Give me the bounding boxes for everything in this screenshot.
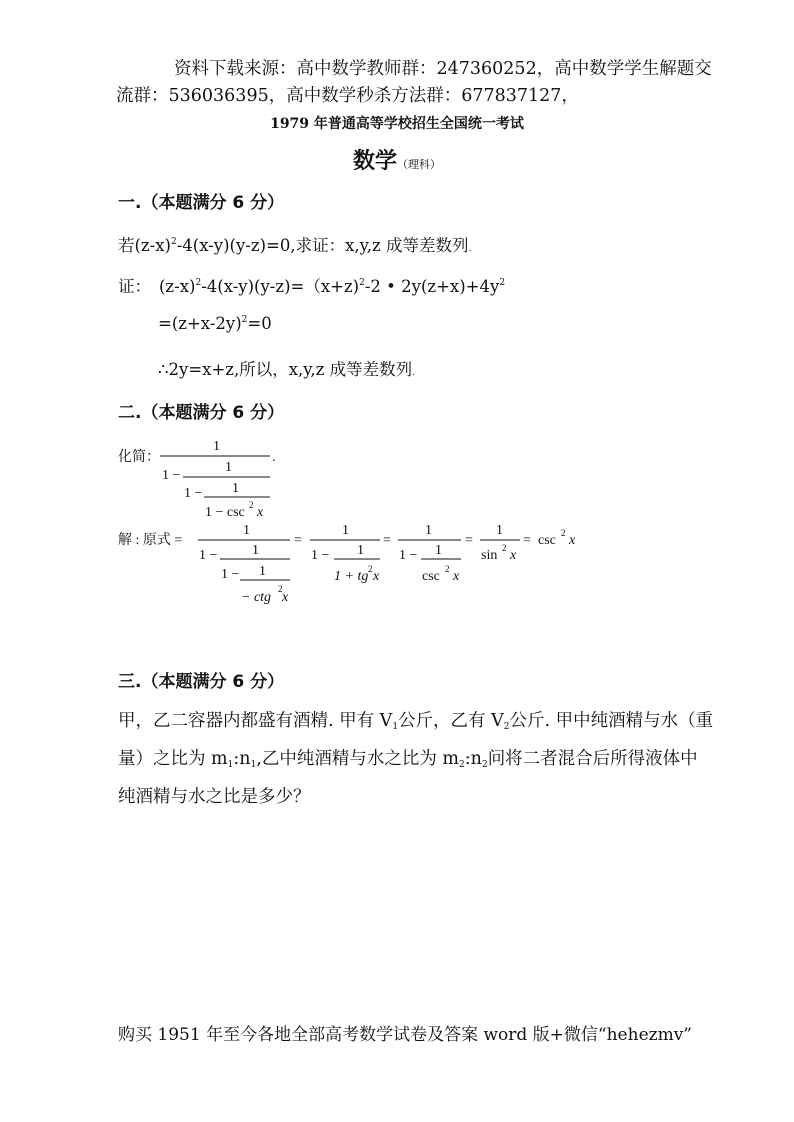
header-line-1: 资料下载来源：高中数学教师群：247360252，高中数学学生解题交 (174, 59, 712, 79)
svg-text:1 −: 1 − (399, 548, 418, 563)
svg-text:1 −: 1 − (199, 548, 218, 563)
svg-text:1: 1 (496, 523, 503, 538)
q1-proof-line-3: ∴2y=x+z,所以，x,y,z 成等差数列. (158, 360, 415, 379)
svg-text:1: 1 (342, 523, 349, 538)
svg-text:.: . (272, 450, 276, 465)
q2-formulas (112, 430, 612, 615)
q3-heading: 三.（本题满分 6 分） (118, 672, 285, 692)
svg-text:1: 1 (243, 523, 250, 538)
header-line-2: 流群：536036395，高中数学秒杀方法群：677837127， (116, 86, 579, 106)
svg-text:x: x (373, 569, 380, 584)
svg-text:2: 2 (368, 564, 373, 574)
svg-text:2: 2 (249, 500, 254, 510)
source-header (116, 56, 726, 110)
svg-text:1 − csc: 1 − csc (205, 505, 245, 520)
q3-question (118, 702, 728, 816)
q2-solution-expression (118, 523, 576, 605)
svg-text:2: 2 (445, 564, 450, 574)
q1-proof-line-2: $=(z+x-2y)^2=0$ (158, 314, 272, 333)
q3-line-1: 甲，乙二容器内都盛有酒精. 甲有 $V_1$公斤，乙有 $V_2$公斤. 甲中纯酒精与水（重 (118, 711, 714, 732)
svg-text:1: 1 (225, 460, 232, 475)
svg-text:2: 2 (278, 584, 283, 594)
svg-text:1: 1 (435, 543, 442, 558)
svg-text:x: x (453, 569, 460, 584)
q3-line-3: 纯酒精与水之比是多少？ (118, 787, 311, 807)
svg-text:2: 2 (561, 528, 566, 538)
footer-note: 购买 1951 年至今各地全部高考数学试卷及答案 word 版+微信“hehezmv” (118, 1025, 692, 1045)
svg-text:1 −: 1 − (311, 548, 330, 563)
svg-text:csc: csc (538, 533, 556, 548)
q1-question: 若$(z-x)^2-4(x-y)(y-z)=0$,求证：x,y,z 成等差数列. (118, 236, 472, 255)
subject-name: 数学 (352, 148, 397, 174)
svg-text:1: 1 (425, 523, 432, 538)
svg-text:1 −: 1 − (221, 567, 240, 582)
svg-text:=: = (465, 533, 473, 548)
svg-text:=: = (294, 533, 302, 548)
svg-text:1: 1 (213, 439, 220, 454)
svg-text:sin: sin (481, 548, 498, 563)
q2-heading: 二.（本题满分 6 分） (118, 403, 285, 423)
q2-simplify-expression (118, 439, 276, 520)
q1-heading: 一.（本题满分 6 分） (118, 193, 285, 213)
svg-text:1: 1 (357, 543, 364, 558)
svg-text:x: x (282, 590, 289, 605)
svg-text:1 −: 1 − (162, 468, 181, 483)
svg-text:1: 1 (252, 543, 259, 558)
svg-text:− ctg: − ctg (241, 590, 272, 605)
svg-text:=: = (383, 533, 391, 548)
q1-proof-line-1: 证： $(z-x)^2-4(x-y)(y-z)=(x+z)^2-2$ • $2y(z+x)+4y^2$ (118, 277, 506, 296)
svg-text:x: x (510, 548, 517, 563)
svg-text:化简：: 化简： (118, 450, 160, 465)
svg-text:1: 1 (259, 564, 266, 579)
svg-text:csc: csc (422, 569, 440, 584)
exam-title: 1979 年普通高等学校招生全国统一考试 (270, 116, 524, 132)
svg-text:x: x (569, 533, 576, 548)
svg-text:1 + tg: 1 + tg (334, 569, 369, 584)
svg-text:1: 1 (232, 481, 239, 496)
svg-text:x: x (257, 505, 264, 520)
subject-note: （理科） (397, 158, 441, 171)
q3-line-2: 量）之比为 $m_1:n_1$,乙中纯酒精与水之比为 $m_2:n_2$问将二者混合后所得液体中 (118, 749, 698, 770)
svg-text:1 −: 1 − (184, 486, 203, 501)
subject-title (0, 144, 794, 175)
svg-text:解 : 原式 =: 解 : 原式 = (118, 533, 183, 548)
svg-text:=: = (523, 533, 531, 548)
svg-text:2: 2 (502, 543, 507, 553)
